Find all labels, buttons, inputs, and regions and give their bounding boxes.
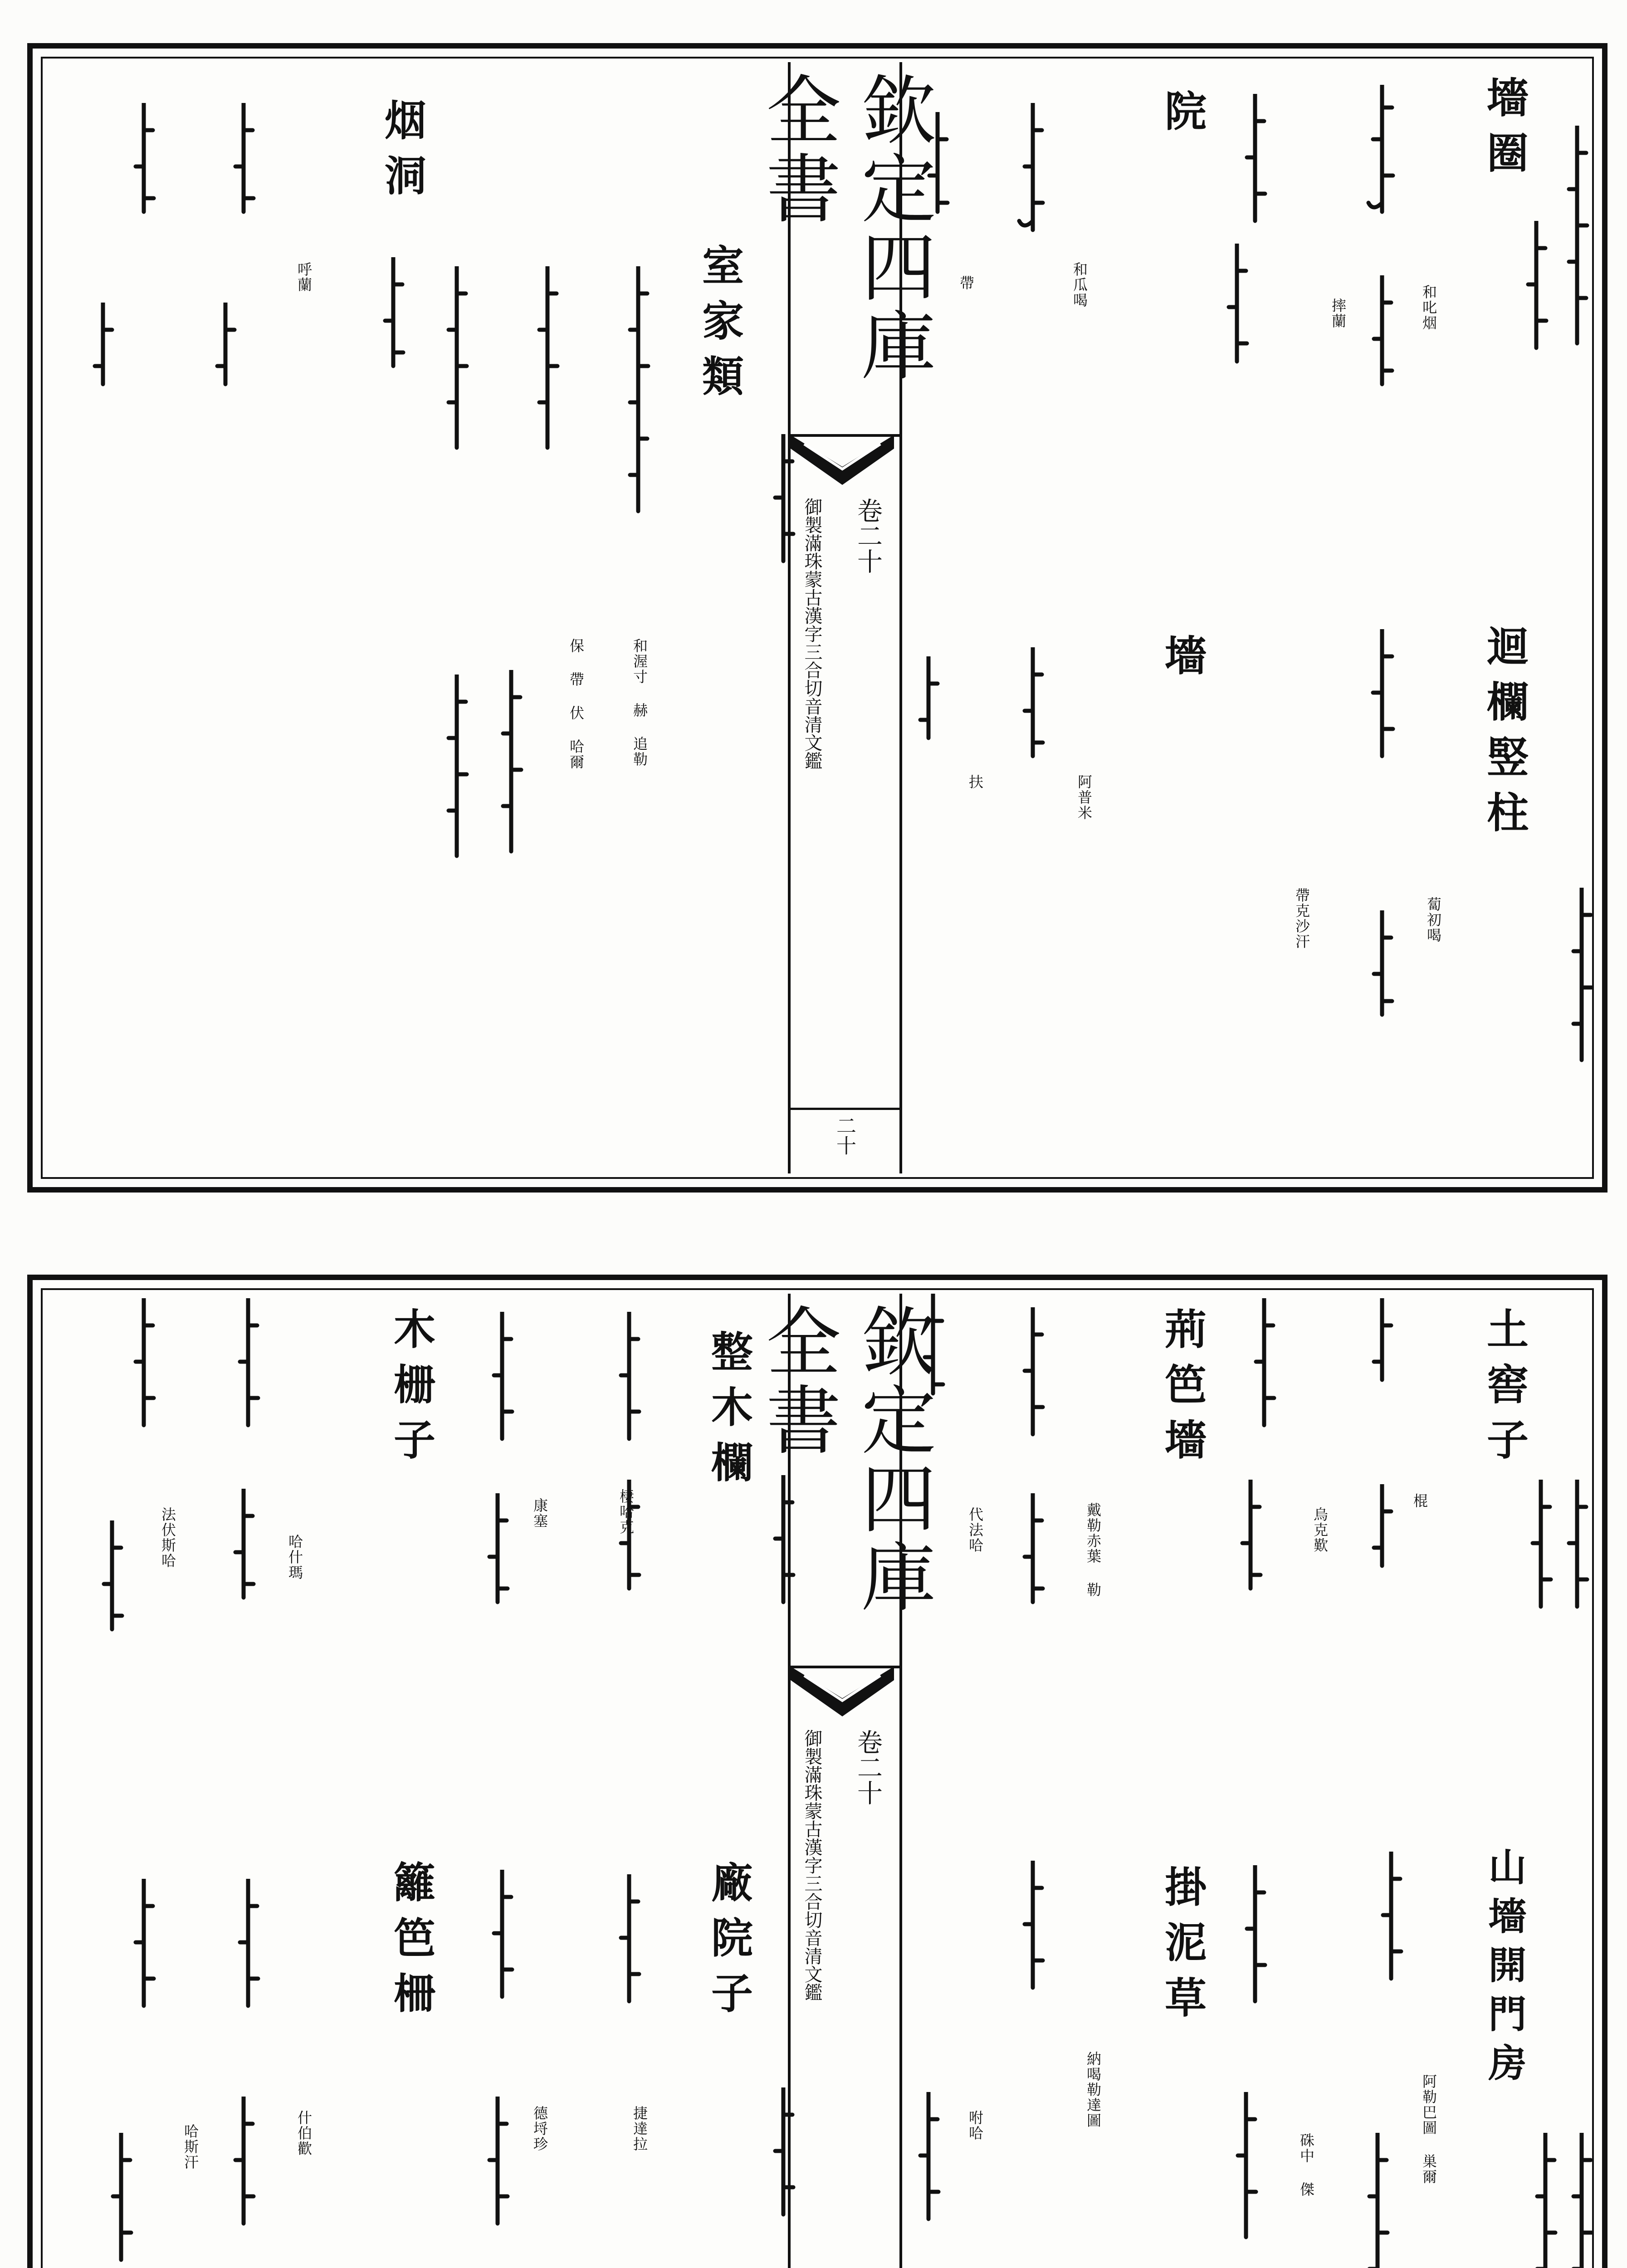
- manchu-script-icon: [482, 1493, 513, 1611]
- manchu-script-icon: [1362, 2133, 1393, 2268]
- term-gloss: 戴勒赤葉 勒: [1085, 1502, 1102, 1598]
- manchu-script-icon: [96, 1520, 128, 1638]
- manchu-script-icon: [232, 1879, 264, 2015]
- manchu-script-icon: [613, 1874, 645, 2010]
- manchu-script-icon: [1221, 244, 1253, 371]
- term-heading: 室家類: [695, 244, 744, 410]
- manchu-script-icon: [613, 1312, 645, 1448]
- page-panel-bottom: [27, 1275, 1607, 2268]
- book-title: 欽定四庫全書: [754, 1303, 936, 1617]
- term-heading: 墻圈: [1480, 76, 1529, 186]
- manchu-script-icon: [228, 103, 259, 221]
- manchu-script-icon: [486, 1870, 518, 2006]
- term-heading: 山墻開門房: [1482, 1847, 1527, 2092]
- center-fold-strip: [754, 62, 936, 1173]
- manchu-script-icon: [1366, 1484, 1398, 1575]
- folio-number: 二十: [833, 1115, 856, 1155]
- manchu-script-icon: [1366, 275, 1398, 393]
- side-gloss: 扶: [967, 774, 984, 790]
- manchu-script-icon: [913, 656, 944, 747]
- manchu-script-icon: [1561, 1480, 1593, 1616]
- manchu-script-icon: [128, 1879, 160, 2015]
- manchu-script-icon: [128, 1298, 160, 1434]
- term-gloss: 棲哈克: [617, 1489, 635, 1535]
- term-gloss: 阿普米: [1075, 774, 1093, 821]
- manchu-script-icon: [1366, 85, 1398, 221]
- term-heading: 掛泥草: [1158, 1865, 1207, 2031]
- manchu-script-icon: [1017, 1493, 1049, 1611]
- volume-label: 卷二十: [853, 1729, 883, 1805]
- term-heading: 整木欄: [704, 1330, 753, 1496]
- title-box: [754, 62, 936, 437]
- manchu-script-icon: [532, 266, 563, 457]
- manchu-script-icon: [1230, 2092, 1262, 2246]
- term-heading: 烟洞: [378, 98, 427, 209]
- side-gloss: 保 帶 伏 哈爾: [567, 638, 585, 770]
- manchu-script-icon: [441, 266, 473, 457]
- fishtail-mark-icon: [791, 1667, 894, 1716]
- book-subtitle: 御製滿珠蒙古漢字三合切音清文鑑: [801, 498, 822, 770]
- manchu-script-icon: [1525, 1480, 1557, 1616]
- manchu-script-icon: [1529, 2133, 1561, 2268]
- manchu-script-icon: [228, 2097, 259, 2233]
- manchu-script-icon: [105, 2133, 137, 2268]
- manchu-script-icon: [1375, 1852, 1407, 1988]
- manchu-script-icon: [767, 434, 799, 570]
- term-heading: 墻: [1158, 634, 1207, 689]
- manchu-script-icon: [1017, 1307, 1049, 1443]
- manchu-script-icon: [377, 257, 409, 375]
- side-gloss: 硃中 傑: [1298, 2133, 1315, 2197]
- manchu-script-icon: [87, 303, 119, 393]
- manchu-script-icon: [210, 303, 241, 393]
- manchu-script-icon: [917, 1294, 949, 1403]
- manchu-script-icon: [1561, 126, 1593, 352]
- term-heading: 土窖子: [1480, 1307, 1529, 1473]
- manchu-script-icon: [1566, 888, 1598, 1069]
- side-gloss: 摔蘭: [1329, 298, 1347, 329]
- manchu-script-icon: [1366, 910, 1398, 1024]
- volume-label: 卷二十: [853, 498, 883, 574]
- term-gloss: 蔔初喝: [1425, 897, 1442, 943]
- book-title: 欽定四庫全書: [754, 71, 936, 385]
- manchu-script-icon: [232, 1298, 264, 1434]
- manchu-script-icon: [486, 1312, 518, 1448]
- term-heading: 荊笆墻: [1158, 1307, 1207, 1473]
- title-box: [754, 1294, 936, 1668]
- term-gloss: 和叱烟: [1420, 284, 1437, 331]
- book-subtitle: 御製滿珠蒙古漢字三合切音清文鑑: [801, 1729, 822, 2001]
- manchu-script-icon: [495, 670, 527, 860]
- side-gloss: 烏克歎: [1311, 1507, 1329, 1553]
- term-gloss: 哈什瑪: [286, 1534, 303, 1580]
- side-gloss: 帶克沙汗: [1293, 888, 1310, 949]
- manchu-script-icon: [1366, 629, 1398, 765]
- side-gloss: 康塞: [531, 1498, 548, 1529]
- manchu-script-icon: [228, 1489, 259, 1607]
- fishtail-mark-icon: [791, 435, 894, 485]
- side-gloss: 代法哈: [967, 1507, 984, 1553]
- side-gloss: 德埒珍: [531, 2106, 548, 2152]
- term-heading: 院: [1158, 89, 1207, 145]
- manchu-script-icon: [622, 266, 654, 520]
- manchu-script-icon: [1239, 1865, 1271, 2010]
- manchu-script-icon: [767, 2087, 799, 2224]
- manchu-script-icon: [1235, 1480, 1266, 1598]
- manchu-script-icon: [482, 2097, 513, 2233]
- term-heading: 木栅子: [387, 1307, 436, 1473]
- manchu-script-icon: [1017, 1861, 1049, 1997]
- term-gloss: 呼蘭: [295, 262, 313, 293]
- manchu-script-icon: [1520, 221, 1552, 357]
- manchu-script-icon: [913, 2092, 944, 2228]
- side-gloss: 哈斯汗: [182, 2124, 199, 2170]
- term-gloss: 阿勒巴圖 巣爾: [1420, 2074, 1437, 2185]
- term-gloss: 棍: [1411, 1493, 1428, 1509]
- manchu-script-icon: [1017, 647, 1049, 765]
- manchu-script-icon: [441, 675, 473, 865]
- term-heading: 廠院子: [704, 1861, 753, 2027]
- manchu-script-icon: [1566, 2133, 1598, 2268]
- manchu-script-icon: [1248, 1298, 1280, 1434]
- term-gloss: 和渥寸 赫 追勒: [631, 638, 648, 767]
- page-panel-top: [27, 43, 1607, 1193]
- strip-divider: [791, 1108, 899, 1110]
- term-heading: 籬笆柵: [387, 1861, 436, 2027]
- term-gloss: 和瓜喝: [1071, 262, 1088, 308]
- manchu-script-icon: [922, 112, 953, 221]
- side-gloss: 法伏斯哈: [159, 1507, 176, 1569]
- center-fold-strip: [754, 1294, 936, 2268]
- manchu-script-icon: [767, 1475, 799, 1611]
- term-heading: 迴欄竪柱: [1480, 625, 1529, 846]
- manchu-script-icon: [1017, 103, 1049, 239]
- manchu-script-icon: [1239, 94, 1271, 230]
- term-gloss: 納喝勒達圖: [1085, 2051, 1102, 2128]
- manchu-script-icon: [1366, 1298, 1398, 1389]
- term-gloss: 捷達拉: [631, 2106, 648, 2152]
- manchu-script-icon: [128, 103, 160, 221]
- manchu-script-icon: [613, 1480, 645, 1598]
- side-gloss: 帶: [958, 275, 975, 291]
- side-gloss: 咐哈: [967, 2110, 984, 2141]
- term-gloss: 什伯歡: [295, 2110, 313, 2156]
